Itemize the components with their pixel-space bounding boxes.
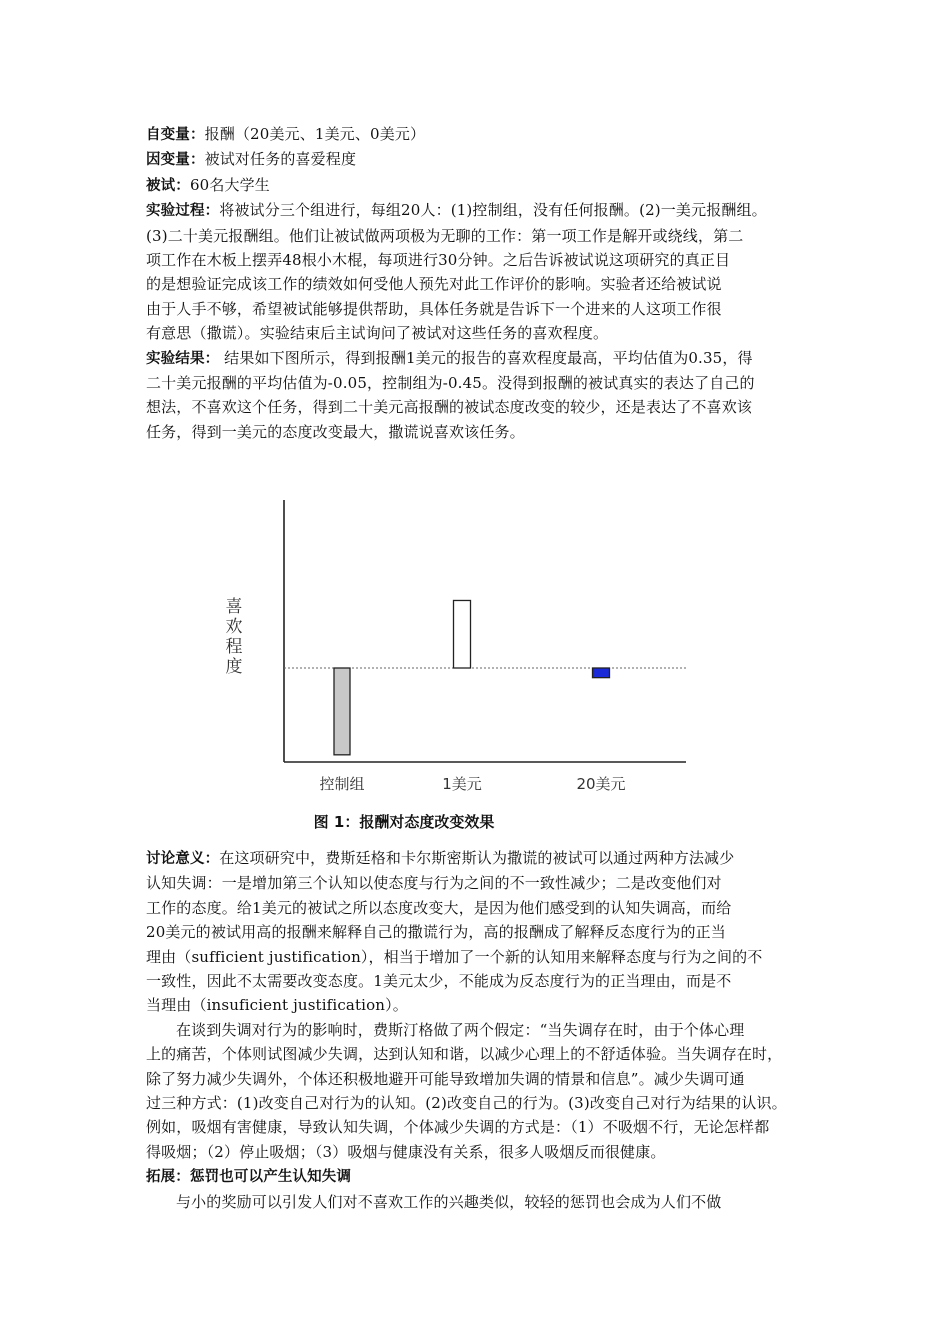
- paragraph-text: 认知失调：一是增加第三个认知以使态度与行为之间的不一致性减少；二是改变他们对: [146, 874, 722, 893]
- text-line: [146, 395, 810, 419]
- paragraph-text: 过三种方式：(1)改变自己对行为的认知。(2)改变自己的行为。(3)改变自己对行为结果的认识。: [146, 1094, 787, 1113]
- text-line: [146, 147, 810, 172]
- paragraph-text: 将被试分三个组进行，每组20人：(1)控制组，没有任何报酬。(2)一美元报酬组。: [219, 201, 767, 220]
- text-line: [146, 248, 810, 272]
- section-label: 因变量：: [146, 152, 205, 169]
- y-axis-label-char: 喜: [225, 597, 243, 617]
- paragraph-text: 在这项研究中，费斯廷格和卡尔斯密斯认为撒谎的被试可以通过两种方法减少: [219, 849, 735, 867]
- paragraph-text: 例如，吸烟有害健康，导致认知失调，个体减少失调的方式是：（1）不吸烟不行，无论怎样都: [146, 1118, 770, 1137]
- text-line: [146, 1091, 810, 1115]
- discussion-section: [146, 846, 810, 1214]
- text-line: [146, 272, 810, 296]
- paragraph-text: 60名大学生: [189, 175, 270, 194]
- paragraph-text: 在谈到失调对行为的影响时，费斯汀格做了两个假定：“当失调存在时，由于个体心理: [176, 1020, 745, 1039]
- paragraph-text: 一致性，因此不太需要改变态度。1美元太少，不能成为反态度行为的正当理由，而是不: [146, 972, 732, 991]
- y-axis-label-char: 欢: [225, 617, 243, 637]
- x-tick-label: 1美元: [442, 775, 482, 793]
- section-label: 实验过程：: [146, 203, 220, 220]
- paragraph-text: 上的痛苦，个体则试图减少失调，达到认知和谐，以减少心理上的不舒适体验。当失调存在时，: [146, 1045, 783, 1064]
- text-line: [146, 173, 810, 198]
- paragraph-text: 报酬（20美元、1美元、0美元）: [204, 125, 426, 143]
- x-tick-label: 控制组: [319, 775, 365, 793]
- paragraph-text: 被试对任务的喜爱程度: [204, 150, 357, 169]
- paragraph-text: 的是想验证完成该工作的绩效如何受他人预先对此工作评价的影响。实验者还给被试说: [146, 275, 722, 294]
- bar-2: [593, 668, 610, 678]
- paragraph-text: 结果如下图所示，得到报酬1美元的报告的喜欢程度最高，平均估值为0.35，得: [219, 348, 753, 367]
- paragraph-text: 除了努力减少失调外，个体还积极地避开可能导致增加失调的情景和信息”。减少失调可通: [146, 1069, 745, 1088]
- paragraph-text: 由于人手不够，希望被试能够提供帮助，具体任务就是告诉下一个进来的人这项工作很: [146, 299, 722, 318]
- paragraph-text: 二十美元报酬的平均估值为-0.05，控制组为-0.45。没得到报酬的被试真实的表达了自己的: [146, 374, 755, 393]
- text-line: [146, 1018, 810, 1042]
- text-line: [146, 321, 810, 345]
- paragraph-text: 理由（sufficient justification），相当于增加了一个新的认知用来解释态度与行为之间的不: [146, 947, 763, 966]
- paragraph-text: 有意思（撒谎）。实验结束后主试询问了被试对这些任务的喜欢程度。: [146, 324, 609, 343]
- paragraph-text: 20美元的被试用高的报酬来解释自己的撒谎行为，高的报酬成了解释反态度行为的正当: [146, 923, 726, 942]
- text-line: [146, 1164, 810, 1189]
- figure-1: [146, 482, 810, 842]
- paragraph-text: 项工作在木板上摆弄48根小木棍，每项进行30分钟。之后告诉被试说这项研究的真正目: [146, 251, 731, 270]
- text-line: [146, 896, 810, 920]
- y-axis-label-char: 度: [225, 657, 243, 677]
- paragraph-text: (3)二十美元报酬组。他们让被试做两项极为无聊的工作：第一项工作是解开或绕线，第二: [146, 226, 744, 245]
- section-label: 实验结果：: [146, 350, 220, 367]
- text-line: [146, 920, 810, 944]
- text-line: [146, 371, 810, 395]
- section-label: 拓展：惩罚也可以产生认知失调: [146, 1169, 352, 1186]
- text-line: [146, 846, 810, 871]
- intro-section: [146, 122, 810, 444]
- paragraph-text: 当理由（insuficient justification）。: [146, 996, 408, 1015]
- text-line: [146, 1067, 810, 1091]
- figure-caption: 图 1：报酬对态度改变效果: [313, 813, 495, 831]
- text-line: [146, 945, 810, 969]
- text-line: [146, 1042, 810, 1066]
- text-line: [146, 224, 810, 248]
- text-line: [146, 871, 810, 895]
- attitude-change-chart: [146, 482, 810, 842]
- text-line: [146, 1190, 810, 1214]
- section-label: 被试：: [146, 177, 190, 194]
- text-line: [146, 1115, 810, 1139]
- text-line: [146, 297, 810, 321]
- paragraph-text: 工作的态度。给1美元的被试之所以态度改变大，是因为他们感受到的认知失调高，而给: [146, 898, 732, 917]
- section-label: 讨论意义：: [146, 851, 220, 867]
- paragraph-text: 与小的奖励可以引发人们对不喜欢工作的兴趣类似，较轻的惩罚也会成为人们不做: [176, 1192, 722, 1211]
- paragraph-text: 任务，得到一美元的态度改变最大，撒谎说喜欢该任务。: [146, 422, 525, 441]
- y-axis-label-char: 程: [225, 637, 243, 657]
- text-line: [146, 1140, 810, 1164]
- paragraph-text: 想法，不喜欢这个任务，得到二十美元高报酬的被试态度改变的较少，还是表达了不喜欢该: [146, 398, 753, 417]
- text-line: [146, 420, 810, 444]
- text-line: [146, 969, 810, 993]
- x-tick-label: 20美元: [576, 775, 626, 793]
- bar-1: [454, 600, 471, 668]
- paragraph-text: 得吸烟；（2）停止吸烟；（3）吸烟与健康没有关系，很多人吸烟反而很健康。: [146, 1142, 666, 1161]
- text-line: [146, 993, 810, 1017]
- text-line: [146, 122, 810, 147]
- text-line: [146, 346, 810, 371]
- section-label: 自变量：: [146, 127, 205, 143]
- text-line: [146, 198, 810, 223]
- bar-0: [334, 668, 350, 755]
